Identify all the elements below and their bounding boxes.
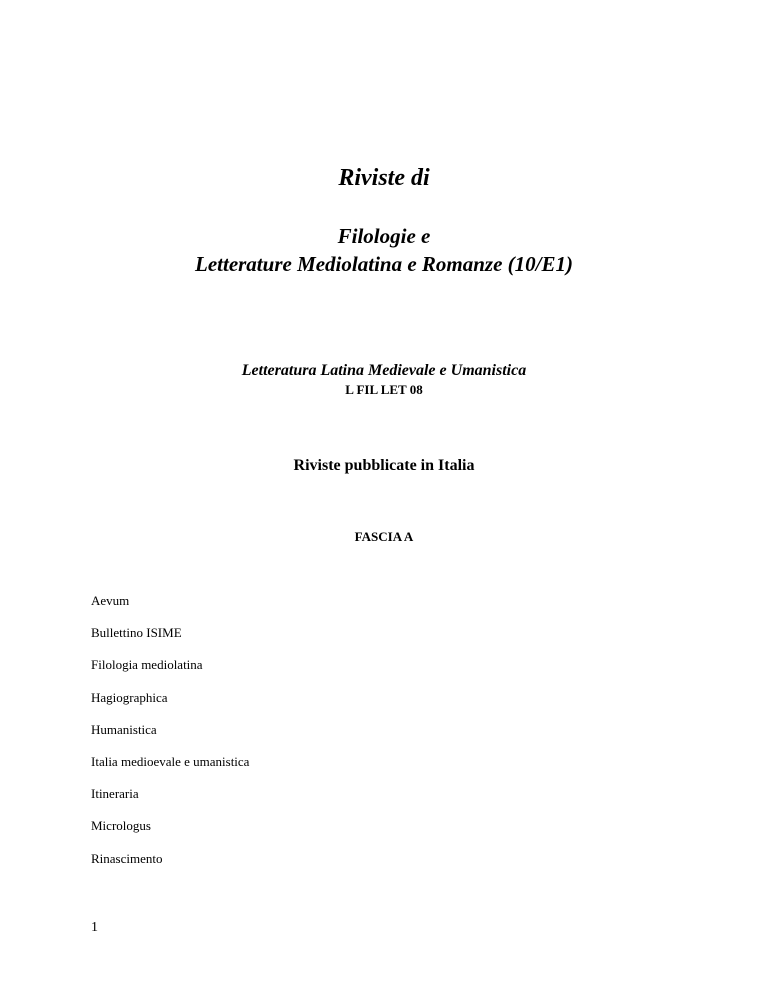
section-title: Letteratura Latina Medievale e Umanistica: [241, 362, 527, 379]
publication-origin-heading: Riviste pubblicate in Italia: [293, 457, 475, 474]
journal-list: [91, 593, 249, 883]
document-title: Riviste di: [338, 165, 430, 191]
journal-item: Micrologus: [91, 818, 151, 834]
page-number: 1: [91, 920, 98, 935]
journal-item: Aevum: [91, 593, 130, 608]
journal-item: Rinascimento: [91, 850, 163, 866]
band-heading: FASCIA A: [354, 529, 414, 544]
journal-item: Hagiographica: [91, 689, 168, 705]
document-subtitle-line2: Letterature Mediolatina e Romanze (10/E1): [195, 252, 573, 276]
section-code: L FIL LET 08: [345, 382, 423, 397]
journal-item: Filologia mediolatina: [91, 657, 203, 673]
journal-item: Bullettino ISIME: [91, 625, 182, 641]
journal-item: Italia medioevale e umanistica: [91, 753, 250, 769]
journal-item: Humanistica: [91, 721, 157, 737]
journal-item: Itineraria: [91, 786, 139, 802]
document-subtitle-line1: Filologie e: [337, 224, 431, 248]
